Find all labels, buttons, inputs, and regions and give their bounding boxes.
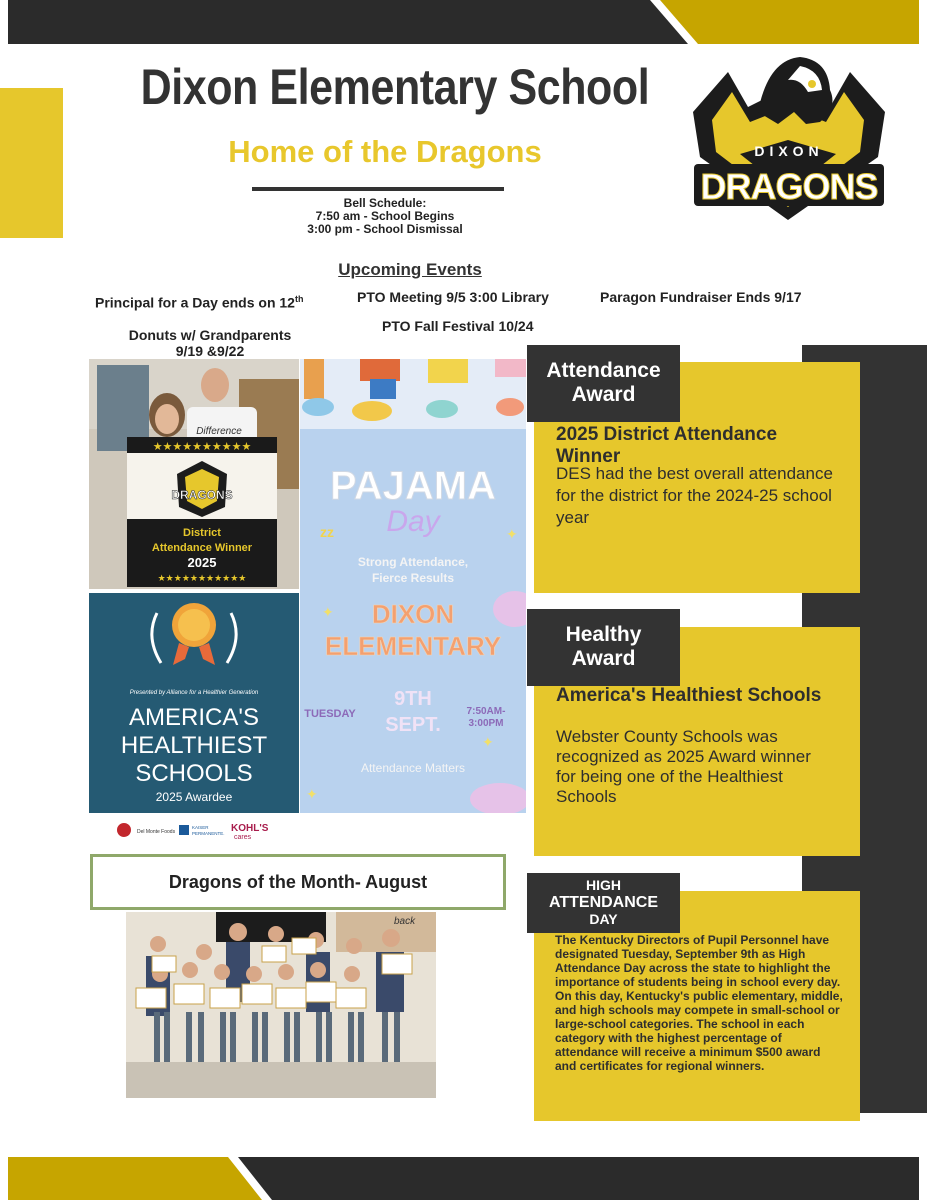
attendance-award-text: DES had the best overall attendance for the district for the 2024-25 school year — [556, 464, 833, 527]
bell-schedule-title: Bell Schedule: — [343, 196, 427, 210]
dragons-month-photo — [126, 912, 436, 1098]
event-paragon: Paragon Fundraiser Ends 9/17 — [600, 289, 802, 305]
healthiest-line3: SCHOOLS — [135, 760, 253, 787]
dixon-dragons-logo — [688, 52, 890, 224]
svg-text:✦: ✦ — [322, 604, 334, 620]
svg-text:✦: ✦ — [482, 734, 494, 750]
healthiest-line2: HEALTHIEST — [120, 732, 268, 759]
healthiest-schools-flyer — [89, 593, 299, 849]
photo-sign-text: back — [394, 916, 416, 927]
sponsor-kohls-a: KOHL'S — [231, 823, 269, 834]
sponsor-kaiser-b: PERMANENTE. — [192, 831, 225, 836]
banner-line1: District — [183, 527, 221, 539]
bell-schedule — [260, 197, 510, 236]
svg-text:✦: ✦ — [506, 526, 518, 542]
bottom-gold-bar — [8, 1157, 262, 1200]
logo-main-text: DRAGONS — [700, 166, 878, 207]
attendance-tag-line2: Award — [571, 383, 636, 406]
event-principal — [95, 294, 303, 311]
event-donuts — [105, 327, 315, 359]
healthy-award-tag — [527, 609, 680, 686]
svg-text:✦: ✦ — [306, 786, 318, 802]
pajama-school1: DIXON — [371, 599, 455, 629]
pajama-time2: 3:00PM — [468, 718, 504, 729]
sponsor-delmonte: Del Monte Foods — [137, 829, 176, 835]
healthiest-line1: AMERICA'S — [129, 704, 259, 731]
page-subtitle: Home of the Dragons — [228, 134, 542, 169]
event-festival: PTO Fall Festival 10/24 — [382, 318, 534, 334]
bottom-dark-bar — [238, 1157, 919, 1200]
svg-text:zz: zz — [320, 524, 334, 540]
title-divider — [252, 187, 504, 191]
svg-text:★★★★★★★★★★: ★★★★★★★★★★ — [152, 441, 252, 453]
dragons-month-box — [90, 854, 506, 910]
pajama-word: PAJAMA — [330, 464, 496, 508]
shirt-text: Difference — [196, 426, 242, 437]
event-donuts-line1: Donuts w/ Grandparents — [128, 327, 292, 343]
pajama-tagline2: Fierce Results — [371, 571, 455, 585]
high-attendance-para2: On this day, Kentucky's public elementary, middle, and high schools may compete in small-school or large-school categories. The school in each category with the highest percentage of attendance will receive a minimum $500 award and certificates for regional winners. — [555, 989, 843, 1073]
banner-logo-text: DRAGONS — [171, 488, 233, 502]
top-gold-bar — [660, 0, 919, 44]
healthiest-awardee: 2025 Awardee — [155, 790, 233, 804]
pajama-day-word: Day — [386, 505, 440, 538]
attendance-winner-photo — [89, 359, 299, 589]
banner-line2: Attendance Winner — [151, 542, 253, 554]
high-attendance-tag-line1: HIGH — [586, 877, 621, 893]
attendance-award-tag — [527, 345, 680, 422]
left-gold-block — [0, 88, 63, 238]
svg-text:★★★★★★★★★★★: ★★★★★★★★★★★ — [157, 573, 247, 583]
pajama-time1: 7:50AM- — [466, 706, 506, 717]
attendance-award-title: 2025 District Attendance Winner — [556, 424, 778, 467]
logo-top-text: DIXON — [754, 143, 824, 159]
healthy-tag-line2: Award — [571, 647, 636, 670]
pajama-tagline1: Strong Attendance, — [357, 555, 469, 569]
events-heading: Upcoming Events — [338, 260, 482, 279]
dragons-month-title: Dragons of the Month- August — [168, 872, 428, 892]
high-attendance-tag-line3: DAY — [589, 911, 618, 927]
high-attendance-tag-line2: ATTENDANCE — [548, 894, 659, 911]
sponsor-kohls-b: cares — [234, 834, 252, 841]
event-donuts-line2: 9/19 &9/22 — [175, 343, 245, 359]
pajama-school2: ELEMENTARY — [324, 631, 502, 661]
bell-dismissal: 3:00 pm - School Dismissal — [307, 222, 463, 236]
pajama-date2: SEPT. — [385, 714, 441, 736]
top-dark-bar — [8, 0, 688, 44]
bell-begin: 7:50 am - School Begins — [315, 209, 455, 223]
healthy-award-text: Webster County Schools was recognized as 2025 Award winner for being one of the Healthiest Schools — [556, 727, 811, 806]
pajama-footer: Attendance Matters — [360, 761, 466, 775]
high-attendance-text — [555, 933, 845, 1073]
high-attendance-tag — [527, 873, 680, 933]
banner-year: 2025 — [187, 555, 217, 570]
event-principal-text: Principal for a Day ends on 12 — [95, 294, 295, 311]
attendance-tag-line1: Attendance — [546, 359, 661, 382]
page-title: Dixon Elementary School — [140, 59, 650, 115]
healthy-tag-line1: Healthy — [565, 623, 642, 646]
pajama-day-flyer — [300, 359, 526, 813]
event-pto-meeting: PTO Meeting 9/5 3:00 Library — [357, 289, 549, 305]
pajama-day-label: TUESDAY — [304, 708, 356, 720]
healthy-award-title: America's Healthiest Schools — [556, 685, 822, 706]
pajama-date1: 9TH — [394, 688, 432, 710]
sponsor-kaiser-a: KAISER — [192, 825, 209, 830]
high-attendance-para1: The Kentucky Directors of Pupil Personnel have designated Tuesday, September 9th as High Attendance Day across the state to highlight the importance of students being in school every day. — [555, 933, 841, 989]
healthiest-presented: Presented by Alliance for a Healthier Generation — [129, 690, 259, 696]
event-principal-sup: th — [294, 294, 304, 304]
